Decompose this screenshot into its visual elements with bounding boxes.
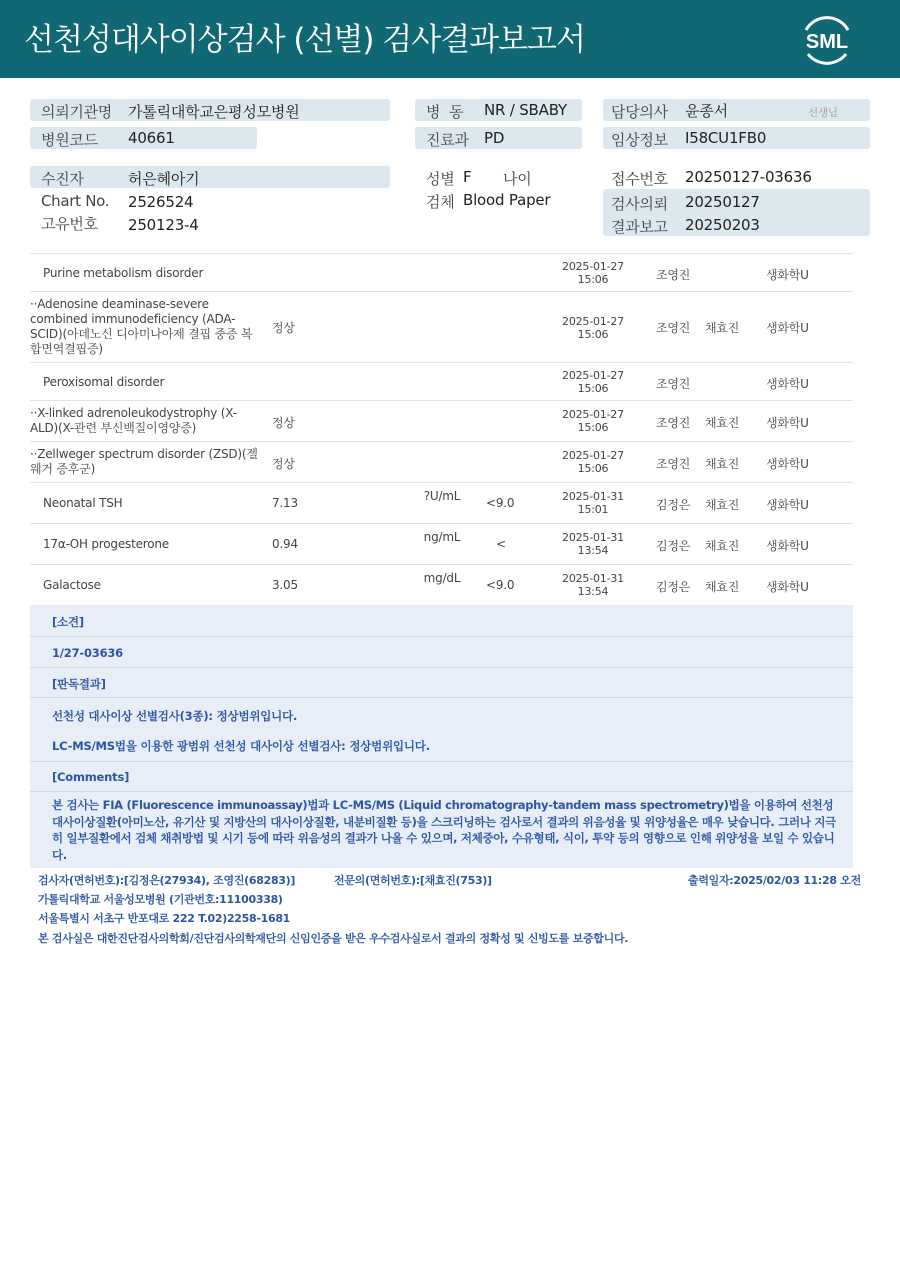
test-date-day: 2025-01-31 (562, 531, 624, 544)
clinical-label: 임상정보 (611, 131, 668, 149)
divider (30, 667, 853, 668)
unique-label: 고유번호 (41, 215, 98, 233)
ward-value: NR / SBABY (484, 101, 567, 119)
test-date-time: 15:01 (577, 503, 609, 516)
age-label: 나이 (503, 170, 532, 188)
test-result: 0.94 (272, 537, 298, 551)
test-date-day: 2025-01-27 (562, 369, 624, 382)
test-unit: mg/dL (423, 571, 461, 585)
test-date-time: 15:06 (577, 382, 609, 395)
opinion-heading: [소견] (52, 615, 84, 629)
test-unit: ng/mL (423, 530, 461, 544)
test-date (558, 572, 628, 598)
test-name: ··Zellweger spectrum disorder (ZSD)(젤웨거 증후군) (30, 447, 258, 476)
test-date-day: 2025-01-27 (562, 260, 624, 273)
test-name: Peroxisomal disorder (43, 375, 165, 389)
test-name: Galactose (43, 578, 101, 592)
test-reference: <9.0 (486, 496, 515, 510)
test-examiner: 조영진 (656, 321, 691, 335)
table-row (30, 564, 853, 605)
table-row (30, 400, 853, 441)
test-result: 7.13 (272, 496, 298, 510)
test-date-time: 15:06 (577, 328, 609, 341)
receipt-value: 20250127-03636 (685, 168, 812, 186)
report-label: 결과보고 (611, 218, 668, 236)
department-label: 진료과 (426, 131, 469, 149)
divider (30, 697, 853, 698)
request-label: 검사의뢰 (611, 195, 668, 213)
test-examiner: 조영진 (656, 377, 691, 391)
patient-box (30, 166, 390, 188)
test-reference: <9.0 (486, 578, 515, 592)
table-row (30, 523, 853, 564)
test-name: 17α-OH progesterone (43, 537, 169, 551)
test-name: Neonatal TSH (43, 496, 123, 510)
certification-note: 본 검사실은 대한진단검사의학회/진단검사의학재단의 신임인증을 받은 우수검사실로서 결과의 정확성 및 신빙도를 보증합니다. (38, 932, 629, 945)
test-date-time: 15:06 (577, 273, 609, 286)
test-examiner: 조영진 (656, 457, 691, 471)
test-dept: 생화학U (766, 457, 809, 471)
test-name: ··Adenosine deaminase-severe combined immunodeficiency (ADA-SCID)(아데노신 디아미나아제 결핍 중증 복합면역결핍증) (30, 297, 253, 356)
test-dept: 생화학U (766, 377, 809, 391)
department-value: PD (484, 129, 505, 147)
sml-logo (796, 10, 858, 68)
test-date (558, 260, 628, 286)
examiners-info: 검사자(면허번호):[김정은(27934), 조영진(68283)] (38, 874, 296, 887)
test-date-day: 2025-01-31 (562, 490, 624, 503)
test-examiner: 조영진 (656, 416, 691, 430)
logo-text: SML (805, 31, 849, 53)
test-result: 정상 (272, 321, 295, 335)
specimen-value: Blood Paper (463, 191, 551, 209)
institution-label: 의뢰기관명 (41, 103, 112, 121)
comments-text: 본 검사는 FIA (Fluorescence immunoassay)법과 LC-MS/MS (Liquid chromatography-tandem mass spectrometry)법을 이용하여 선천성 대사이상질환(아미노산, 유기산 및 지방산의 대사이상질환, 내분비질환 등)을 스크리닝하는 검사로서 결과의 위음성율 및 위양성율은 매우 낮습니다. 그러나 지극히 일부질환에서 검체 채취방법 및 시기 등에 따라 위음성의 결과가 나올 수 있으며, 저체중아, 수유형태, 식이, 투약 등의 영향으로 인해 위양성을 보일 수 있습니다. (52, 798, 836, 862)
test-dept: 생화학U (766, 268, 809, 282)
test-verifier: 채효진 (705, 580, 740, 594)
test-date (558, 369, 628, 395)
table-row (30, 362, 853, 400)
test-verifier: 채효진 (705, 457, 740, 471)
clinical-value: I58CU1FB0 (685, 129, 767, 147)
divider (30, 791, 853, 792)
test-dept: 생화학U (766, 498, 809, 512)
patient-label: 수진자 (41, 170, 84, 188)
test-dept: 생화학U (766, 539, 809, 553)
test-verifier: 채효진 (705, 416, 740, 430)
test-date-day: 2025-01-27 (562, 315, 624, 328)
test-date-day: 2025-01-27 (562, 408, 624, 421)
test-examiner: 조영진 (656, 268, 691, 282)
doctor-suffix: 선생님 (808, 107, 838, 119)
test-reference: < (496, 537, 506, 551)
test-examiner: 김정은 (656, 498, 691, 512)
test-dept: 생화학U (766, 580, 809, 594)
hospital-code-value: 40661 (128, 129, 175, 147)
hospital-code-label: 병원코드 (41, 131, 98, 149)
report-value: 20250203 (685, 216, 760, 234)
test-verifier: 채효진 (705, 539, 740, 553)
test-date (558, 408, 628, 434)
test-result: 정상 (272, 457, 295, 471)
table-row (30, 441, 853, 482)
test-date (558, 449, 628, 475)
test-date-time: 15:06 (577, 462, 609, 475)
divider (30, 761, 853, 762)
test-date-day: 2025-01-31 (562, 572, 624, 585)
address-info: 서울특별시 서초구 반포대로 222 T.02)2258-1681 (38, 912, 291, 925)
doctor-label: 담당의사 (611, 103, 668, 121)
unique-value: 250123-4 (128, 216, 199, 234)
divider (30, 636, 853, 637)
report-title: 선천성대사이상검사 (선별) 검사결과보고서 (24, 22, 585, 58)
patient-value: 허은혜아기 (128, 170, 200, 188)
institution-value: 가톨릭대학교은평성모병원 (128, 103, 300, 121)
test-examiner: 김정은 (656, 580, 691, 594)
test-date-day: 2025-01-27 (562, 449, 624, 462)
chart-value: 2526524 (128, 193, 194, 211)
sex-label: 성별 (426, 170, 455, 188)
test-date (558, 531, 628, 557)
test-date (558, 315, 628, 341)
test-verifier: 채효진 (705, 498, 740, 512)
opinion-section (30, 605, 853, 868)
opinion-text: 1/27-03636 (52, 646, 123, 660)
specimen-label: 검체 (426, 193, 455, 211)
chart-label: Chart No. (41, 192, 110, 210)
reading-line-2: LC-MS/MS법을 이용한 광범위 선천성 대사이상 선별검사: 정상범위입니다. (52, 739, 430, 753)
test-date-time: 13:54 (577, 585, 609, 598)
ward-label: 병 동 (426, 103, 464, 121)
test-date-time: 15:06 (577, 421, 609, 434)
test-verifier: 채효진 (705, 321, 740, 335)
test-result: 3.05 (272, 578, 298, 592)
test-result: 정상 (272, 416, 295, 430)
sex-value: F (463, 168, 472, 186)
table-row (30, 253, 853, 291)
table-row (30, 482, 853, 523)
reading-heading: [판독결과] (52, 677, 106, 691)
test-unit: ?U/mL (423, 489, 461, 503)
print-date: 출력일자:2025/02/03 11:28 오전 (688, 874, 861, 887)
report-header (0, 0, 900, 78)
reading-line-1: 선천성 대사이상 선별검사(3종): 정상범위입니다. (52, 709, 298, 723)
test-name: Purine metabolism disorder (43, 266, 204, 280)
doctor-value: 윤종서 (685, 102, 728, 120)
specialist-info: 전문의(면허번호):[채효진(753)] (334, 874, 492, 887)
test-date (558, 490, 628, 516)
request-value: 20250127 (685, 193, 760, 211)
test-examiner: 김정은 (656, 539, 691, 553)
comments-heading: [Comments] (52, 770, 130, 784)
test-dept: 생화학U (766, 321, 809, 335)
organization-info: 가톨릭대학교 서울성모병원 (기관번호:11100338) (38, 893, 283, 906)
test-name: ··X-linked adrenoleukodystrophy (X-ALD)(X-관련 부신백질이영양증) (30, 406, 237, 435)
test-date-time: 13:54 (577, 544, 609, 557)
receipt-label: 접수번호 (611, 170, 668, 188)
table-row (30, 291, 853, 362)
test-dept: 생화학U (766, 416, 809, 430)
